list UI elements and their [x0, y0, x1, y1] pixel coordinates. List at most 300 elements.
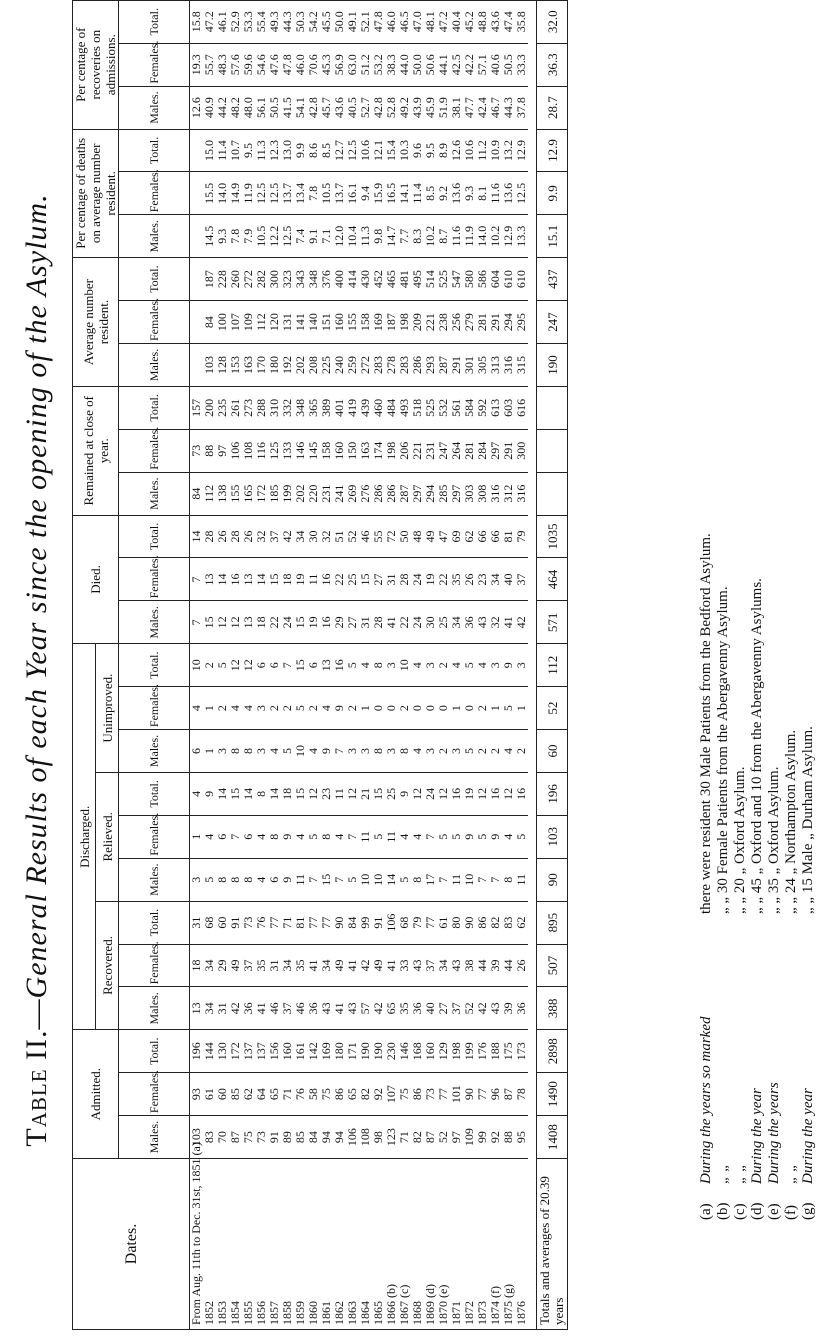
deaths-pct-males-cell: 12.2 — [268, 215, 281, 258]
recoveries-pct-females-cell: 70.6 — [307, 43, 320, 86]
relieved-males-cell: 5 — [398, 858, 411, 901]
unimproved-females-total-cell: 52 — [537, 687, 568, 730]
admitted-males-cell: 94 — [320, 1116, 333, 1159]
deaths-pct-total-cell: 15.0 — [203, 129, 216, 172]
footnote-period: During the year — [749, 1088, 765, 1184]
footnote-text: „ „ 20 „ Oxford Asylum. — [732, 766, 748, 914]
males-subheader: Males. — [119, 86, 190, 129]
deaths-pct-males-cell: 8.7 — [437, 215, 450, 258]
deaths-pct-males-cell: 7.1 — [320, 215, 333, 258]
recoveries-pct-females-cell: 33.3 — [515, 43, 528, 86]
unimproved-total-cell: 12 — [229, 644, 242, 687]
recoveries-pct-total-cell: 47.8 — [372, 0, 385, 43]
died-females-cell: 25 — [346, 558, 359, 601]
footnote-text: „ „ 30 Female Patients from the Abergavenny Asylum. — [715, 586, 731, 914]
average-males-cell: 278 — [385, 344, 398, 387]
unimproved-total-cell: 13 — [320, 644, 333, 687]
remained-females-cell: 300 — [515, 429, 528, 472]
average-males-cell: 259 — [346, 344, 359, 387]
unimproved-females-cell: 2 — [216, 687, 229, 730]
recovered-males-cell: 13 — [190, 987, 204, 1030]
admitted-males-cell: 83 — [203, 1116, 216, 1159]
remained-females-cell: 158 — [320, 429, 333, 472]
remained-total-cell: 616 — [515, 386, 528, 429]
relieved-males-cell: 10 — [463, 858, 476, 901]
remained-males-cell: 294 — [424, 472, 437, 515]
footnote-label: (d) — [749, 1202, 765, 1220]
footnote-label: (f) — [783, 1205, 799, 1220]
admitted-females-cell: 90 — [463, 1073, 476, 1116]
relieved-females-cell: 11 — [359, 815, 372, 858]
remained-total-cell: 561 — [450, 386, 463, 429]
admitted-females-cell: 107 — [385, 1073, 398, 1116]
died-males-cell: 43 — [476, 601, 489, 644]
recoveries-pct-total-cell: 54.2 — [307, 0, 320, 43]
recovered-females-cell: 42 — [359, 944, 372, 987]
remained-females-cell: 88 — [203, 429, 216, 472]
recovered-females-cell: 35 — [294, 944, 307, 987]
admitted-males-cell: 94 — [333, 1116, 346, 1159]
total-subheader: Total. — [119, 386, 190, 429]
remained-total-cell: 419 — [346, 386, 359, 429]
recovered-females-cell: 43 — [411, 944, 424, 987]
deaths-pct-females-cell: 13.7 — [333, 172, 346, 215]
deaths-pct-total-cell: 13.0 — [281, 129, 294, 172]
deaths-pct-total-cell: 8.9 — [437, 129, 450, 172]
admitted-total-cell: 146 — [398, 1030, 411, 1073]
died-total-cell: 66 — [476, 515, 489, 558]
recovered-total-cell: 82 — [489, 901, 502, 944]
relieved-females-cell: 5 — [450, 815, 463, 858]
admitted-females-cell: 86 — [411, 1073, 424, 1116]
relieved-females-cell: 5 — [515, 815, 528, 858]
remained-females-cell: 146 — [294, 429, 307, 472]
remained-total-cell: 310 — [268, 386, 281, 429]
remained-males-cell: 84 — [190, 472, 204, 515]
deaths-pct-males-cell: 7.8 — [229, 215, 242, 258]
row-date: 1870 (e) — [437, 1159, 450, 1330]
recoveries-pct-females-cell: 47.8 — [281, 43, 294, 86]
recoveries-pct-males-cell: 48.0 — [242, 86, 255, 129]
recovered-males-cell: 52 — [463, 987, 476, 1030]
admitted-males-cell: 99 — [476, 1116, 489, 1159]
recovered-females-cell: 35 — [255, 944, 268, 987]
died-total-cell: 28 — [203, 515, 216, 558]
admitted-females-cell: 65 — [268, 1073, 281, 1116]
males-subheader: Males. — [119, 1116, 190, 1159]
average-total-cell: 228 — [216, 258, 229, 301]
deaths-pct-females-cell: 12.5 — [515, 172, 528, 215]
deaths-pct-females-cell: 13.6 — [450, 172, 463, 215]
relieved-males-cell: 4 — [255, 858, 268, 901]
remained-total-cell: 584 — [463, 386, 476, 429]
deaths-pct-males-cell: 7.9 — [242, 215, 255, 258]
recovered-total-cell: 90 — [333, 901, 346, 944]
remained-total-total-cell — [537, 386, 568, 429]
admitted-total-cell: 180 — [333, 1030, 346, 1073]
remained-males-cell: 308 — [476, 472, 489, 515]
unimproved-males-cell: 8 — [229, 730, 242, 773]
remained-females-cell: 106 — [229, 429, 242, 472]
relieved-males-cell: 17 — [424, 858, 437, 901]
relieved-total-cell: 25 — [385, 772, 398, 815]
admitted-males-cell: 109 — [463, 1116, 476, 1159]
average-females-cell: 140 — [307, 301, 320, 344]
sex-header-row — [119, 0, 190, 1329]
relieved-males-cell: 7 — [476, 858, 489, 901]
remained-total-cell: 439 — [359, 386, 372, 429]
relieved-total-cell: 12 — [476, 772, 489, 815]
deaths-pct-total-cell: 10.6 — [463, 129, 476, 172]
died-males-cell: 42 — [515, 601, 528, 644]
unimproved-females-cell: 4 — [190, 687, 204, 730]
recoveries-pct-males-cell: 51.9 — [437, 86, 450, 129]
recovered-males-total-cell: 388 — [537, 987, 568, 1030]
males-subheader: Males. — [119, 344, 190, 387]
remained-males-cell: 312 — [502, 472, 515, 515]
deaths-pct-total-cell: 9.9 — [294, 129, 307, 172]
unimproved-total-cell: 4 — [450, 644, 463, 687]
remained-males-cell: 269 — [346, 472, 359, 515]
average-males-cell: 180 — [268, 344, 281, 387]
average-males-cell: 301 — [463, 344, 476, 387]
recovered-total-cell: 106 — [385, 901, 398, 944]
recoveries-pct-total-cell: 40.4 — [450, 0, 463, 43]
unimproved-header: Unimproved. — [96, 644, 119, 773]
deaths-pct-females-cell: 14.0 — [216, 172, 229, 215]
average-total-cell: 260 — [229, 258, 242, 301]
recoveries-pct-total-cell: 35.8 — [515, 0, 528, 43]
row-date: 1862 — [333, 1159, 346, 1330]
recoveries-pct-males-cell: 40.5 — [346, 86, 359, 129]
relieved-males-cell: 11 — [294, 858, 307, 901]
recovered-females-cell: 34 — [320, 944, 333, 987]
recoveries-pct-males-cell: 54.1 — [294, 86, 307, 129]
remained-total-cell: 288 — [255, 386, 268, 429]
average-total-cell: 348 — [307, 258, 320, 301]
admitted-males-cell: 75 — [242, 1116, 255, 1159]
footnote — [715, 220, 732, 1220]
died-males-cell: 15 — [203, 601, 216, 644]
average-males-cell: 316 — [502, 344, 515, 387]
unimproved-males-cell: 5 — [281, 730, 294, 773]
footnote-text: „ „ 24 „ Northampton Asylum. — [783, 729, 799, 914]
average-females-cell: 279 — [463, 301, 476, 344]
recoveries-pct-females-cell: 51.2 — [359, 43, 372, 86]
relieved-females-cell: 7 — [424, 815, 437, 858]
average-females-cell: 169 — [372, 301, 385, 344]
unimproved-total-cell: 2 — [437, 644, 450, 687]
relieved-total-cell: 16 — [489, 772, 502, 815]
deaths-pct-females-cell: 14.9 — [229, 172, 242, 215]
died-males-cell: 25 — [437, 601, 450, 644]
recoveries-pct-total-cell: 47.2 — [437, 0, 450, 43]
died-males-cell: 28 — [372, 601, 385, 644]
average-females-total-cell: 247 — [537, 301, 568, 344]
recovered-total-cell: 73 — [242, 901, 255, 944]
recoveries-pct-total-cell: 44.3 — [281, 0, 294, 43]
footnote — [732, 220, 749, 1220]
died-females-cell: 7 — [190, 558, 204, 601]
unimproved-females-cell: 0 — [437, 687, 450, 730]
admitted-females-cell: 82 — [359, 1073, 372, 1116]
remained-total-cell: 493 — [398, 386, 411, 429]
remained-females-cell: 206 — [398, 429, 411, 472]
remained-males-cell: 285 — [437, 472, 450, 515]
relieved-males-cell: 8 — [411, 858, 424, 901]
average-females-cell: 209 — [411, 301, 424, 344]
recovered-males-cell: 43 — [346, 987, 359, 1030]
died-males-cell: 41 — [502, 601, 515, 644]
footnote — [783, 220, 800, 1220]
deaths-pct-males-cell: 12.0 — [333, 215, 346, 258]
row-date: 1861 — [320, 1159, 333, 1330]
died-females-cell: 37 — [515, 558, 528, 601]
remained-males-cell: 316 — [515, 472, 528, 515]
unimproved-total-cell: 4 — [359, 644, 372, 687]
average-males-cell: 208 — [307, 344, 320, 387]
admitted-females-cell: 86 — [333, 1073, 346, 1116]
footnote-label: (g) — [800, 1202, 816, 1220]
unimproved-total-cell: 16 — [333, 644, 346, 687]
average-total-cell: 323 — [281, 258, 294, 301]
remained-males-cell: 112 — [203, 472, 216, 515]
recoveries-pct-total-cell: 55.4 — [255, 0, 268, 43]
recovered-females-cell: 37 — [242, 944, 255, 987]
unimproved-females-cell: 2 — [398, 687, 411, 730]
recovered-total-cell: 84 — [346, 901, 359, 944]
unimproved-females-cell: 0 — [463, 687, 476, 730]
admitted-total-cell: 144 — [203, 1030, 216, 1073]
unimproved-total-cell: 10 — [398, 644, 411, 687]
recoveries-pct-males-cell: 42.4 — [476, 86, 489, 129]
relieved-females-cell: 4 — [502, 815, 515, 858]
relieved-header: Relieved. — [96, 772, 119, 901]
recoveries-pct-males-cell: 56.1 — [255, 86, 268, 129]
admitted-males-cell: 87 — [424, 1116, 437, 1159]
died-females-cell: 14 — [255, 558, 268, 601]
unimproved-males-cell: 3 — [385, 730, 398, 773]
males-subheader: Males. — [119, 730, 190, 773]
recoveries-pct-males-cell: 45.9 — [424, 86, 437, 129]
average-females-cell: 151 — [320, 301, 333, 344]
average-females-cell: 120 — [268, 301, 281, 344]
recoveries-pct-total-cell: 50.0 — [333, 0, 346, 43]
average-total-cell: 514 — [424, 258, 437, 301]
deaths-pct-females-cell — [190, 172, 204, 215]
remained-total-cell: 200 — [203, 386, 216, 429]
relieved-total-cell: 4 — [190, 772, 204, 815]
row-date: 1855 — [242, 1159, 255, 1330]
admitted-header: Admitted. — [73, 1030, 119, 1159]
rotated-table-sheet — [10, 8, 816, 1330]
died-total-cell: 79 — [515, 515, 528, 558]
average-males-cell: 192 — [281, 344, 294, 387]
recoveries-pct-total-cell: 52.9 — [229, 0, 242, 43]
relieved-females-cell: 4 — [203, 815, 216, 858]
deaths-pct-females-cell: 10.5 — [320, 172, 333, 215]
died-males-cell: 12 — [229, 601, 242, 644]
recoveries-pct-females-cell: 42.5 — [450, 43, 463, 86]
deaths-pct-females-cell: 13.7 — [281, 172, 294, 215]
deaths-pct-total-cell: 12.9 — [515, 129, 528, 172]
deaths-pct-total-cell: 10.7 — [229, 129, 242, 172]
deaths-pct-males-cell: 7.7 — [398, 215, 411, 258]
recoveries-pct-males-cell: 42.8 — [372, 86, 385, 129]
admitted-females-cell: 101 — [450, 1073, 463, 1116]
recovered-total-cell: 61 — [437, 901, 450, 944]
relieved-females-cell: 1 — [190, 815, 204, 858]
relieved-total-cell: 14 — [268, 772, 281, 815]
relieved-females-cell: 9 — [281, 815, 294, 858]
unimproved-males-cell: 3 — [346, 730, 359, 773]
unimproved-total-cell: 3 — [424, 644, 437, 687]
remained-females-cell: 264 — [450, 429, 463, 472]
remained-males-cell: 155 — [229, 472, 242, 515]
remained-total-cell: 613 — [489, 386, 502, 429]
remained-total-cell: 332 — [281, 386, 294, 429]
recovered-females-cell: 44 — [502, 944, 515, 987]
relieved-total-cell: 9 — [398, 772, 411, 815]
deaths-pct-females-cell: 9.2 — [437, 172, 450, 215]
females-subheader: Females. — [119, 429, 190, 472]
total-subheader: Total. — [119, 772, 190, 815]
relieved-total-cell: 18 — [281, 772, 294, 815]
deaths-pct-total-cell: 9.5 — [424, 129, 437, 172]
recovered-females-cell: 49 — [372, 944, 385, 987]
deaths-pct-females-cell: 11.4 — [411, 172, 424, 215]
died-males-cell: 30 — [424, 601, 437, 644]
average-males-cell: 293 — [424, 344, 437, 387]
relieved-total-cell: 14 — [216, 772, 229, 815]
unimproved-females-cell: 1 — [359, 687, 372, 730]
average-total-cell: 414 — [346, 258, 359, 301]
recovered-females-cell: 43 — [450, 944, 463, 987]
admitted-females-cell: 76 — [294, 1073, 307, 1116]
died-males-cell: 12 — [216, 601, 229, 644]
deaths-pct-total-cell: 9.6 — [411, 129, 424, 172]
average-females-cell: 295 — [515, 301, 528, 344]
average-total-cell: 610 — [515, 258, 528, 301]
total-subheader: Total. — [119, 644, 190, 687]
recovered-males-cell: 65 — [385, 987, 398, 1030]
admitted-total-cell: 190 — [359, 1030, 372, 1073]
relieved-females-cell: 6 — [242, 815, 255, 858]
footnote-period: During the year — [800, 1088, 816, 1184]
deaths-pct-males-cell: 10.2 — [489, 215, 502, 258]
recoveries-pct-total-cell: 49.1 — [346, 0, 359, 43]
relieved-total-cell: 12 — [411, 772, 424, 815]
recoveries-pct-males-cell: 48.2 — [229, 86, 242, 129]
recoveries-pct-females-cell: 56.9 — [333, 43, 346, 86]
table-row — [190, 0, 204, 1329]
average-males-total-cell: 190 — [537, 344, 568, 387]
recoveries-pct-females-cell: 63.0 — [346, 43, 359, 86]
remained-females-cell: 133 — [281, 429, 294, 472]
unimproved-males-total-cell: 60 — [537, 730, 568, 773]
recoveries-pct-females-cell: 50.6 — [424, 43, 437, 86]
admitted-females-cell: 87 — [502, 1073, 515, 1116]
males-subheader: Males. — [119, 858, 190, 901]
footnote-period: „ „ — [715, 1163, 731, 1184]
recovered-males-cell: 46 — [268, 987, 281, 1030]
row-date: 1869 (d) — [424, 1159, 437, 1330]
died-males-cell: 7 — [190, 601, 204, 644]
recovered-females-cell: 44 — [476, 944, 489, 987]
recoveries-pct-females-cell: 54.6 — [255, 43, 268, 86]
deaths-pct-total-cell: 8.5 — [320, 129, 333, 172]
admitted-females-cell: 61 — [203, 1073, 216, 1116]
average-males-cell: 283 — [372, 344, 385, 387]
unimproved-males-cell: 6 — [190, 730, 204, 773]
remained-total-cell: 532 — [437, 386, 450, 429]
deaths-pct-males-cell: 10.4 — [346, 215, 359, 258]
recoveries-pct-males-cell: 40.9 — [203, 86, 216, 129]
admitted-total-cell: 173 — [515, 1030, 528, 1073]
recoveries-pct-total-cell: 52.1 — [359, 0, 372, 43]
unimproved-females-cell: 1 — [203, 687, 216, 730]
deaths-pct-total-cell: 10.9 — [489, 129, 502, 172]
died-males-cell: 19 — [307, 601, 320, 644]
remained-total-cell: 235 — [216, 386, 229, 429]
died-females-cell: 13 — [203, 558, 216, 601]
relieved-females-cell: 4 — [411, 815, 424, 858]
row-date: 1852 — [203, 1159, 216, 1330]
footnote-period: During the years — [766, 1082, 782, 1184]
unimproved-males-cell: 3 — [424, 730, 437, 773]
unimproved-males-cell: 3 — [216, 730, 229, 773]
recovered-males-cell: 41 — [333, 987, 346, 1030]
deaths-pct-total-cell: 9.5 — [242, 129, 255, 172]
admitted-females-cell: 65 — [346, 1073, 359, 1116]
average-total-cell: 481 — [398, 258, 411, 301]
deaths-pct-males-cell: 11.3 — [359, 215, 372, 258]
recoveries-pct-total-cell: 47.0 — [411, 0, 424, 43]
recovered-males-cell: 36 — [411, 987, 424, 1030]
unimproved-males-cell: 4 — [268, 730, 281, 773]
died-total-cell: 55 — [372, 515, 385, 558]
totals-label: Totals and averages of 20.39 years — [537, 1159, 568, 1330]
deaths-pct-total-cell: 12.3 — [268, 129, 281, 172]
died-total-cell: 14 — [190, 515, 204, 558]
admitted-males-cell: 92 — [489, 1116, 502, 1159]
died-males-cell: 15 — [294, 601, 307, 644]
recovered-males-cell: 27 — [437, 987, 450, 1030]
remained-total-cell: 603 — [502, 386, 515, 429]
admitted-females-cell: 85 — [229, 1073, 242, 1116]
deaths-pct-males-cell: 9.3 — [216, 215, 229, 258]
died-females-cell: 40 — [502, 558, 515, 601]
remained-males-total-cell — [537, 472, 568, 515]
recoveries-pct-total-cell: 48.1 — [424, 0, 437, 43]
relieved-males-cell: 8 — [216, 858, 229, 901]
deaths-pct-females-cell: 12.5 — [268, 172, 281, 215]
unimproved-females-cell: 4 — [242, 687, 255, 730]
row-date: 1875 (g) — [502, 1159, 515, 1330]
deaths-pct-males-cell: 9.1 — [307, 215, 320, 258]
unimproved-females-cell: 4 — [320, 687, 333, 730]
deaths-pct-females-cell: 16.5 — [385, 172, 398, 215]
unimproved-males-cell: 2 — [476, 730, 489, 773]
deaths-pct-total-cell: 11.3 — [255, 129, 268, 172]
females-subheader: Females. — [119, 687, 190, 730]
remained-females-cell: 281 — [463, 429, 476, 472]
recoveries-pct-total-cell: 47.4 — [502, 0, 515, 43]
recovered-males-cell: 37 — [281, 987, 294, 1030]
admitted-males-total-cell: 1408 — [537, 1116, 568, 1159]
recovered-total-cell: 77 — [268, 901, 281, 944]
average-males-cell: 163 — [242, 344, 255, 387]
